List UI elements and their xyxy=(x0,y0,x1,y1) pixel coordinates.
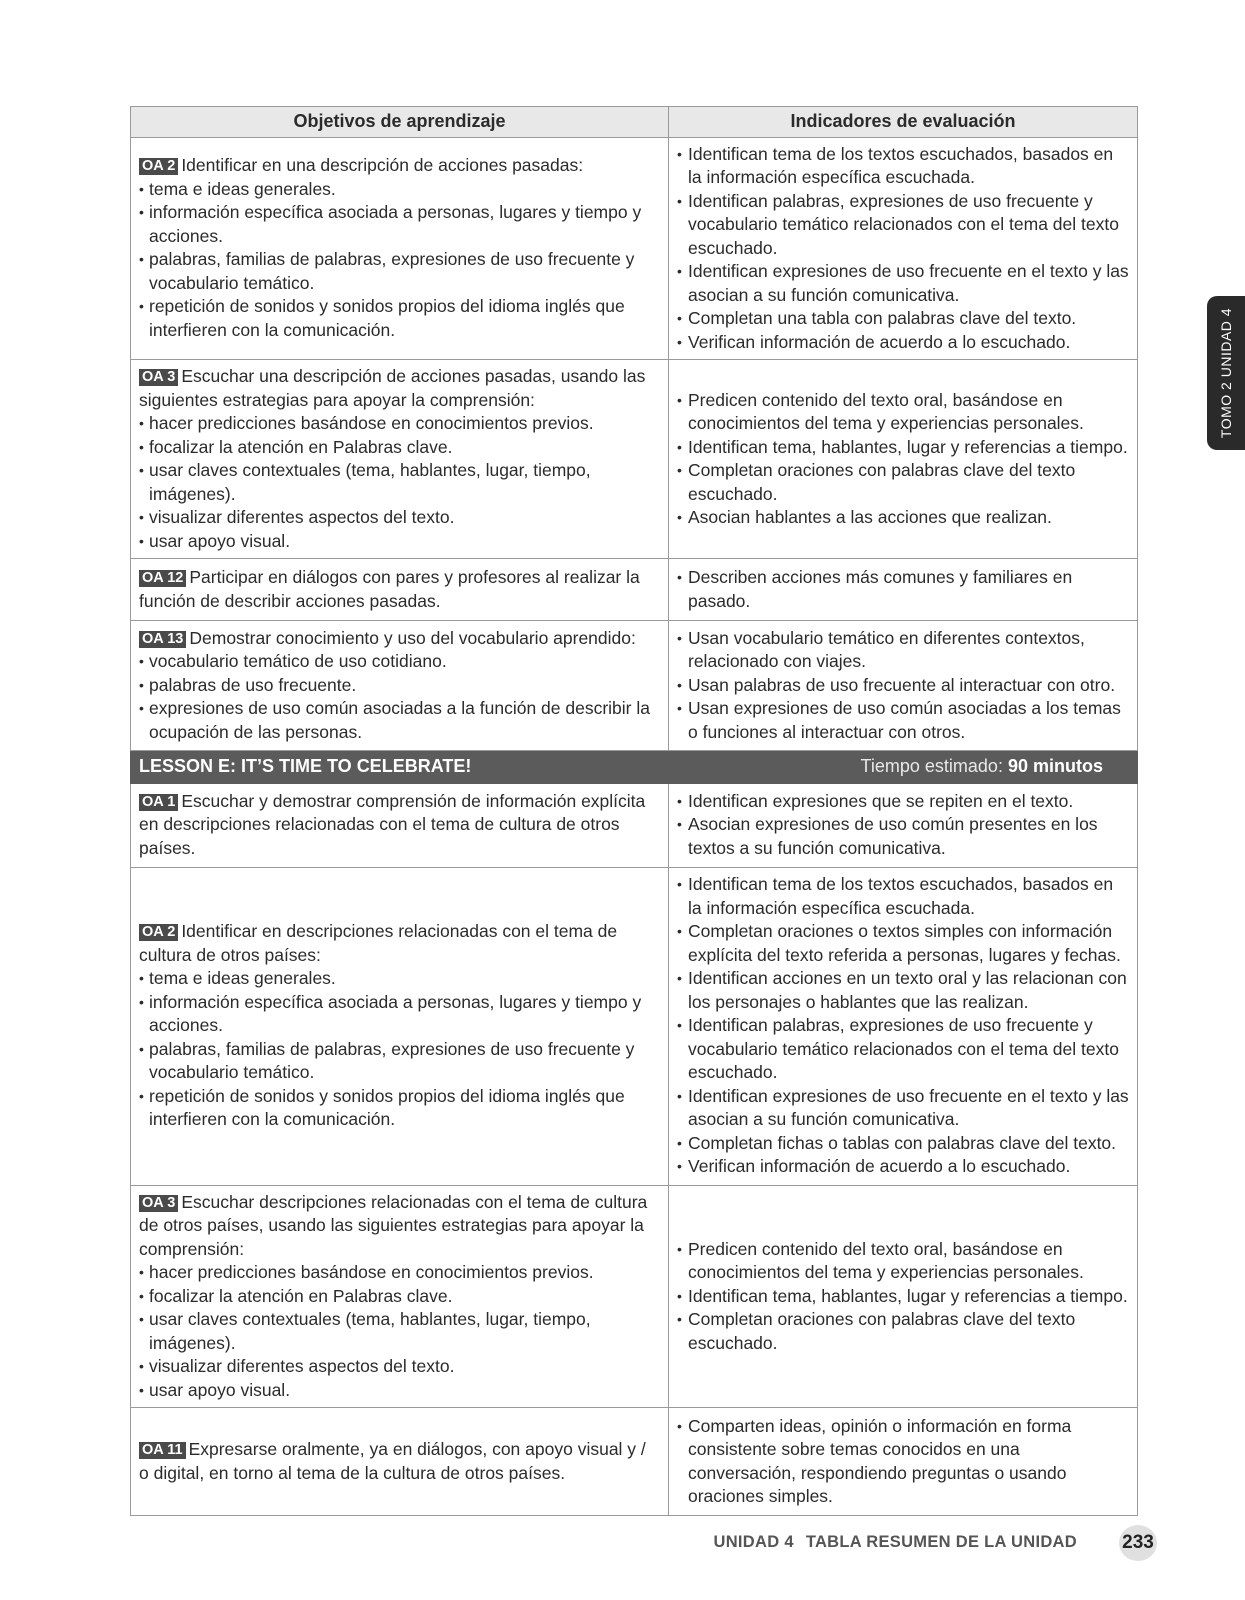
lesson-time-value: 90 minutos xyxy=(1007,756,1103,776)
indicator-cell xyxy=(669,360,1138,559)
indicator-bullet: • Identifican palabras, expresiones de uso frecuente y vocabulario temático relacionados con el tema del texto escuchado. xyxy=(677,1014,1129,1085)
table-row xyxy=(131,1185,1138,1408)
objective-cell xyxy=(131,867,669,1185)
indicator-bullet: • Identifican tema de los textos escuchados, basados en la información específica escuchada. xyxy=(677,143,1129,190)
indicator-bullet: • Completan fichas o tablas con palabras clave del texto. xyxy=(677,1132,1129,1156)
indicator-cell xyxy=(669,137,1138,360)
indicator-cell xyxy=(669,1408,1138,1516)
objective-intro xyxy=(139,920,660,967)
objective-intro xyxy=(139,627,660,651)
objective-bullet: • tema e ideas generales. xyxy=(139,967,660,991)
header-row xyxy=(131,107,1138,138)
table-row xyxy=(131,783,1138,867)
oa-badge: OA 1 xyxy=(139,794,178,811)
side-tab xyxy=(1207,296,1245,450)
indicator-bullet: • Identifican expresiones que se repiten en el texto. xyxy=(677,790,1129,814)
objective-text: Escuchar descripciones relacionadas con el tema de cultura de otros países, usando las siguientes estrategias para apoyar la comprensión: xyxy=(139,1191,648,1259)
objective-intro xyxy=(139,790,660,861)
indicator-bullet: • Completan oraciones con palabras clave del texto escuchado. xyxy=(677,459,1129,506)
indicator-cell xyxy=(669,783,1138,867)
objective-bullets xyxy=(139,967,660,1132)
objective-text: Demostrar conocimiento y uso del vocabulario aprendido: xyxy=(189,627,636,648)
page-number: 233 xyxy=(1119,1525,1157,1561)
lesson-title: LESSON E: IT’S TIME TO CELEBRATE! xyxy=(139,756,472,776)
objective-cell xyxy=(131,1185,669,1408)
indicator-bullet: • Comparten ideas, opinión o información en forma consistente sobre temas conocidos en una conversación, respondiendo preguntas o usando oraciones simples. xyxy=(677,1415,1129,1509)
objective-bullet: • repetición de sonidos y sonidos propios del idioma inglés que interfieren con la comunicación. xyxy=(139,1085,660,1132)
indicator-bullets xyxy=(677,566,1129,613)
objective-cell xyxy=(131,621,669,751)
objective-bullet: • hacer predicciones basándose en conocimientos previos. xyxy=(139,1261,660,1285)
indicator-bullet: • Identifican palabras, expresiones de uso frecuente y vocabulario temático relacionados con el tema del texto escuchado. xyxy=(677,190,1129,261)
objective-bullet: • visualizar diferentes aspectos del texto. xyxy=(139,1355,660,1379)
objective-cell xyxy=(131,783,669,867)
summary-table xyxy=(130,106,1138,1516)
objective-bullet: • usar claves contextuales (tema, hablantes, lugar, tiempo, imágenes). xyxy=(139,459,660,506)
table-row xyxy=(131,137,1138,360)
table-row xyxy=(131,360,1138,559)
objective-bullet: • visualizar diferentes aspectos del texto. xyxy=(139,506,660,530)
objective-bullet: • usar claves contextuales (tema, hablantes, lugar, tiempo, imágenes). xyxy=(139,1308,660,1355)
indicator-bullet: • Verifican información de acuerdo a lo escuchado. xyxy=(677,1155,1129,1179)
objective-bullet: • palabras de uso frecuente. xyxy=(139,674,660,698)
objective-text: Escuchar una descripción de acciones pasadas, usando las siguientes estrategias para apoyar la comprensión: xyxy=(139,366,646,410)
objective-text: Identificar en una descripción de acciones pasadas: xyxy=(181,155,584,176)
footer-section: TABLA RESUMEN DE LA UNIDAD xyxy=(805,1533,1077,1551)
objective-bullet: • palabras, familias de palabras, expresiones de uso frecuente y vocabulario temático. xyxy=(139,248,660,295)
objective-bullet: • usar apoyo visual. xyxy=(139,1379,660,1403)
objective-bullet: • vocabulario temático de uso cotidiano. xyxy=(139,650,660,674)
table-row xyxy=(131,621,1138,751)
objective-cell xyxy=(131,137,669,360)
indicator-bullets xyxy=(677,1415,1129,1509)
footer-unit: UNIDAD 4 xyxy=(713,1533,794,1551)
indicator-bullet: • Usan vocabulario temático en diferentes contextos, relacionado con viajes. xyxy=(677,627,1129,674)
indicator-bullet: • Completan oraciones o textos simples con información explícita del texto referida a personas, lugares y fechas. xyxy=(677,920,1129,967)
objective-bullets xyxy=(139,412,660,553)
indicator-bullets xyxy=(677,143,1129,355)
objective-text: Escuchar y demostrar comprensión de información explícita en descripciones relacionadas con el tema de cultura de otros países. xyxy=(139,790,646,858)
indicator-bullets xyxy=(677,389,1129,530)
lesson-time xyxy=(861,755,1129,779)
footer xyxy=(713,1533,1077,1552)
objective-bullet: • palabras, familias de palabras, expresiones de uso frecuente y vocabulario temático. xyxy=(139,1038,660,1085)
indicator-bullet: • Asocian hablantes a las acciones que realizan. xyxy=(677,506,1129,530)
indicator-cell xyxy=(669,559,1138,621)
table-body-part1 xyxy=(131,137,1138,751)
objective-intro xyxy=(139,1191,660,1262)
objective-text: Expresarse oralmente, ya en diálogos, con apoyo visual y / o digital, en torno al tema de la cultura de otros países. xyxy=(139,1439,646,1483)
objective-cell xyxy=(131,360,669,559)
objective-bullet: • tema e ideas generales. xyxy=(139,178,660,202)
objective-cell xyxy=(131,1408,669,1516)
indicator-bullet: • Describen acciones más comunes y familiares en pasado. xyxy=(677,566,1129,613)
objective-bullets xyxy=(139,1261,660,1402)
indicator-bullet: • Identifican expresiones de uso frecuente en el texto y las asocian a su función comunicativa. xyxy=(677,260,1129,307)
indicator-cell xyxy=(669,621,1138,751)
oa-badge: OA 12 xyxy=(139,570,186,587)
oa-badge: OA 3 xyxy=(139,1195,178,1212)
indicator-bullet: • Usan palabras de uso frecuente al interactuar con otro. xyxy=(677,674,1129,698)
lesson-row xyxy=(131,751,1138,784)
oa-badge: OA 3 xyxy=(139,369,178,386)
objective-intro xyxy=(139,1438,660,1485)
header-objectives: Objetivos de aprendizaje xyxy=(131,107,669,138)
indicator-bullet: • Usan expresiones de uso común asociadas a los temas o funciones al interactuar con otros. xyxy=(677,697,1129,744)
objective-bullets xyxy=(139,650,660,744)
objective-intro xyxy=(139,566,660,613)
objective-bullet: • focalizar la atención en Palabras clave. xyxy=(139,1285,660,1309)
oa-badge: OA 13 xyxy=(139,631,186,648)
objective-bullet: • expresiones de uso común asociadas a la función de describir la ocupación de las personas. xyxy=(139,697,660,744)
header-indicators: Indicadores de evaluación xyxy=(669,107,1138,138)
indicator-bullet: • Identifican expresiones de uso frecuente en el texto y las asocian a su función comunicativa. xyxy=(677,1085,1129,1132)
side-tab-label: TOMO 2 UNIDAD 4 xyxy=(1218,307,1234,439)
indicator-bullet: • Predicen contenido del texto oral, basándose en conocimientos del tema y experiencias personales. xyxy=(677,389,1129,436)
lesson-time-label: Tiempo estimado: xyxy=(860,756,1003,776)
indicator-cell xyxy=(669,1185,1138,1408)
indicator-cell xyxy=(669,867,1138,1185)
indicator-bullet: • Predicen contenido del texto oral, basándose en conocimientos del tema y experiencias personales. xyxy=(677,1238,1129,1285)
indicator-bullets xyxy=(677,873,1129,1179)
indicator-bullets xyxy=(677,627,1129,745)
indicator-bullets xyxy=(677,790,1129,861)
table-row xyxy=(131,1408,1138,1516)
objective-bullet: • repetición de sonidos y sonidos propios del idioma inglés que interfieren con la comunicación. xyxy=(139,295,660,342)
indicator-bullet: • Identifican tema, hablantes, lugar y referencias a tiempo. xyxy=(677,1285,1129,1309)
objective-bullets xyxy=(139,178,660,343)
objective-text: Identificar en descripciones relacionadas con el tema de cultura de otros países: xyxy=(139,921,618,965)
oa-badge: OA 11 xyxy=(139,1442,186,1459)
indicator-bullet: • Completan oraciones con palabras clave del texto escuchado. xyxy=(677,1308,1129,1355)
indicator-bullet: • Completan una tabla con palabras clave del texto. xyxy=(677,307,1129,331)
indicator-bullet: • Identifican acciones en un texto oral y las relacionan con los personajes o hablantes que las realizan. xyxy=(677,967,1129,1014)
objective-intro xyxy=(139,365,660,412)
table-body-part2 xyxy=(131,783,1138,1516)
objective-cell xyxy=(131,559,669,621)
objective-bullet: • usar apoyo visual. xyxy=(139,530,660,554)
indicator-bullet: • Identifican tema de los textos escuchados, basados en la información específica escuchada. xyxy=(677,873,1129,920)
objective-intro xyxy=(139,154,660,178)
indicator-bullet: • Asocian expresiones de uso común presentes en los textos a su función comunicativa. xyxy=(677,813,1129,860)
indicator-bullet: • Verifican información de acuerdo a lo escuchado. xyxy=(677,331,1129,355)
lesson-cell xyxy=(131,751,1138,784)
oa-badge: OA 2 xyxy=(139,924,178,941)
objective-text: Participar en diálogos con pares y profesores al realizar la función de describir acciones pasadas. xyxy=(139,567,640,611)
objective-bullet: • focalizar la atención en Palabras clave. xyxy=(139,436,660,460)
objective-bullet: • hacer predicciones basándose en conocimientos previos. xyxy=(139,412,660,436)
indicator-bullet: • Identifican tema, hablantes, lugar y referencias a tiempo. xyxy=(677,436,1129,460)
table-row xyxy=(131,867,1138,1185)
indicator-bullets xyxy=(677,1238,1129,1356)
table-row xyxy=(131,559,1138,621)
oa-badge: OA 2 xyxy=(139,158,178,175)
objective-bullet: • información específica asociada a personas, lugares y tiempo y acciones. xyxy=(139,201,660,248)
objective-bullet: • información específica asociada a personas, lugares y tiempo y acciones. xyxy=(139,991,660,1038)
